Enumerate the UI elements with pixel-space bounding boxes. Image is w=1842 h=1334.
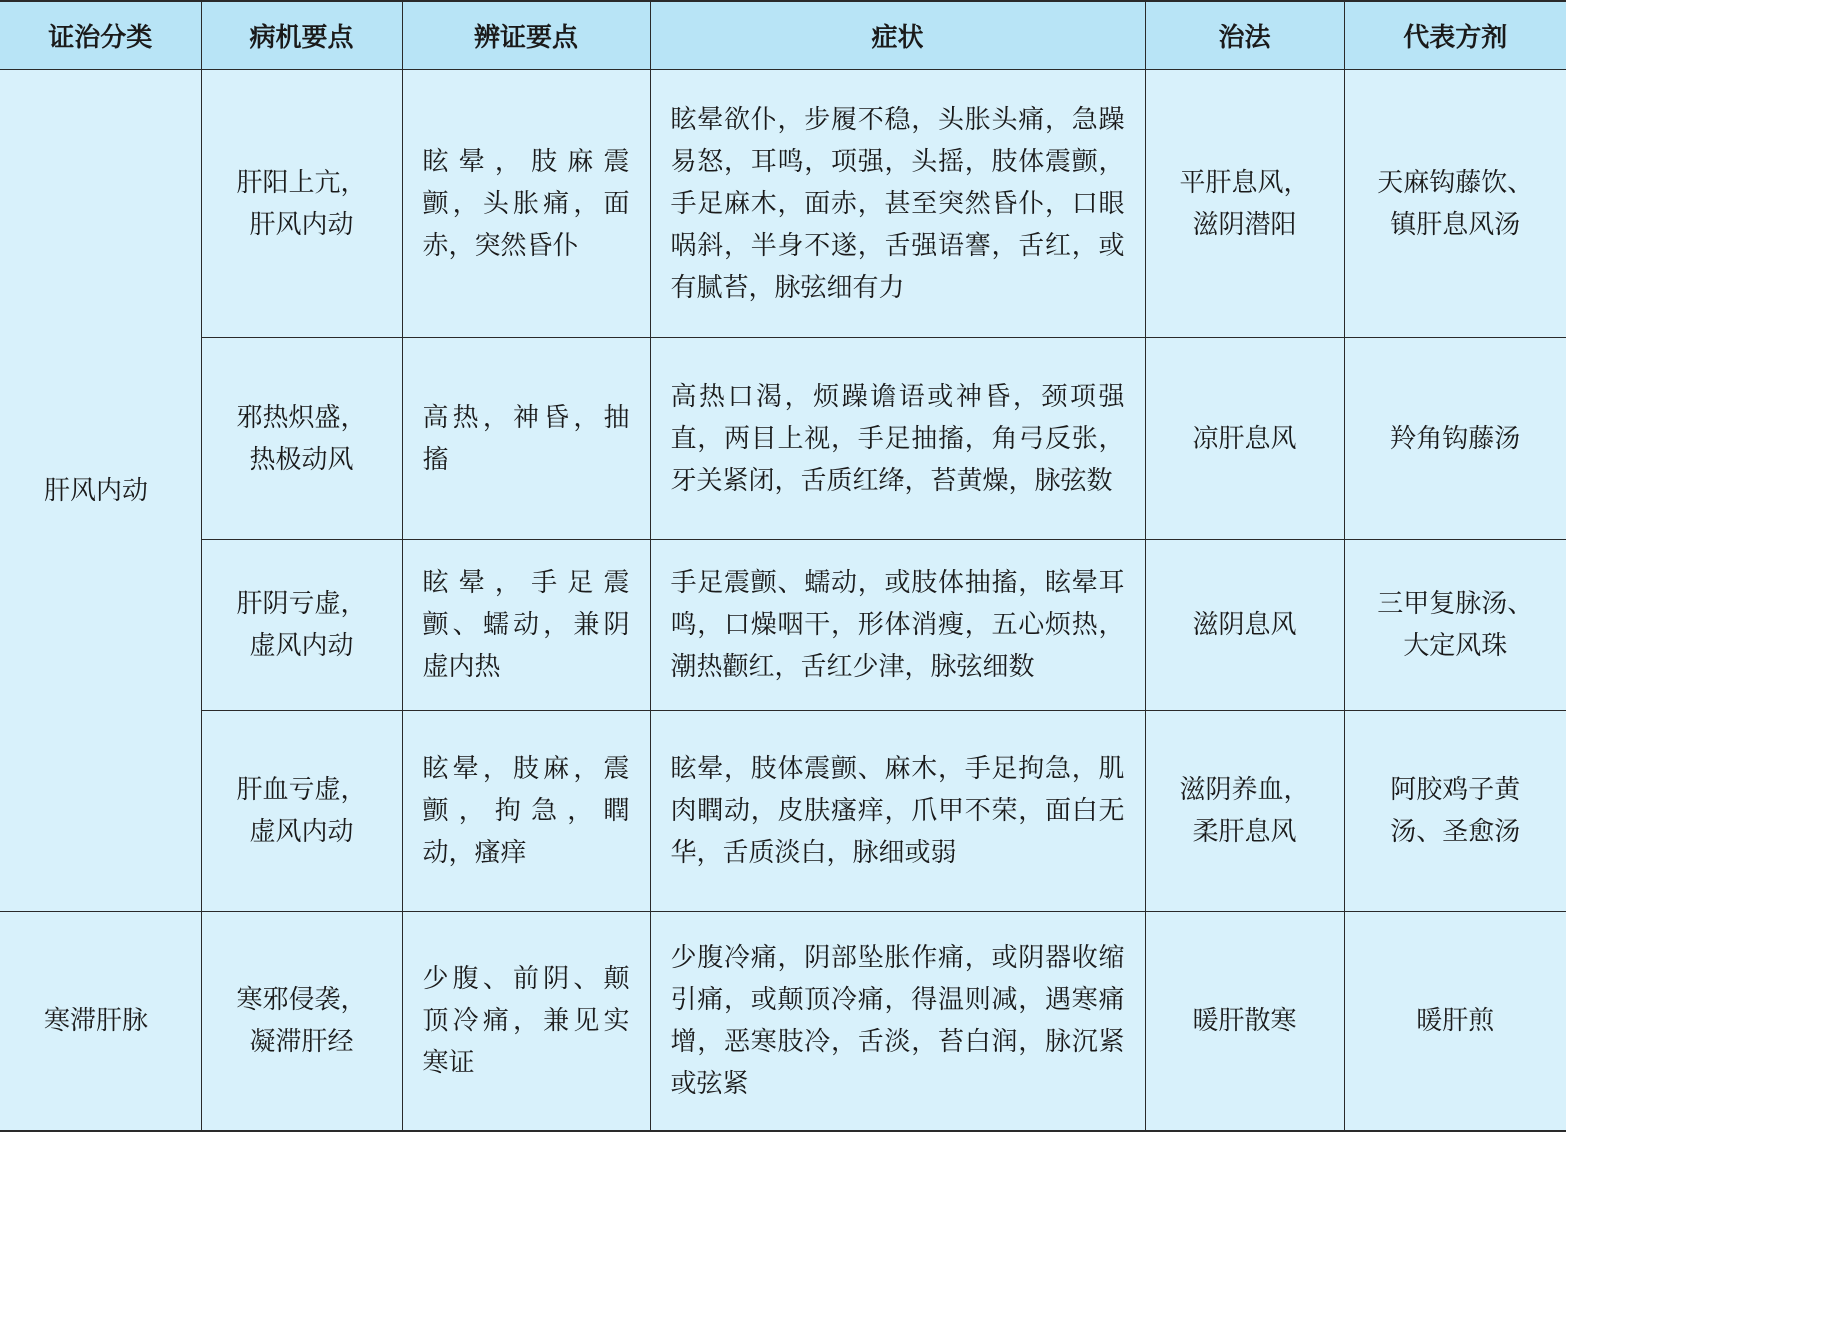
formula-cell: [1344, 338, 1566, 540]
header-key-points: 辨证要点: [402, 1, 650, 70]
formula-line: 天麻钩藤饮、: [1377, 167, 1534, 198]
pathogenesis-line: 肝风内动: [249, 209, 354, 240]
treatment-line: 凉肝息风: [1192, 423, 1297, 454]
key-points-cell: 眩晕，肢麻震颤，头胀痛，面赤，突然昏仆: [402, 70, 650, 338]
formula-line: 暖肝煎: [1416, 1006, 1495, 1036]
table-row: [0, 711, 1566, 912]
treatment-line: 滋阴息风: [1192, 610, 1297, 640]
table-row: [0, 70, 1566, 338]
formula-cell: [1344, 711, 1566, 912]
formula-line: 阿胶鸡子黄: [1390, 775, 1521, 805]
formula-cell: [1344, 912, 1566, 1132]
header-symptoms: 症状: [650, 1, 1145, 70]
treatment-cell: [1145, 540, 1344, 711]
pathogenesis-line: 虚风内动: [249, 817, 354, 847]
pathogenesis-cell: [201, 540, 402, 711]
category-cell: 寒滞肝脉: [0, 912, 201, 1132]
formula-line: 大定风珠: [1403, 631, 1508, 661]
pathogenesis-line: 虚风内动: [249, 631, 354, 661]
pathogenesis-line: 肝血亏虚，: [236, 775, 367, 805]
key-points-cell: 眩晕，手足震颤、蠕动，兼阴虚内热: [402, 540, 650, 711]
header-pathogenesis: 病机要点: [201, 1, 402, 70]
treatment-cell: [1145, 70, 1344, 338]
pathogenesis-line: 肝阴亏虚，: [236, 589, 367, 619]
formula-line: 三甲复脉汤、: [1377, 589, 1534, 619]
treatment-cell: [1145, 711, 1344, 912]
pathogenesis-cell: [201, 711, 402, 912]
category-cell: 肝风内动: [0, 70, 201, 912]
formula-line: 镇肝息风汤: [1390, 209, 1521, 240]
pathogenesis-line: 凝滞肝经: [249, 1027, 354, 1057]
key-points-cell: 眩晕，肢麻，震颤，拘急，瞤动，瘙痒: [402, 711, 650, 912]
symptoms-cell: 眩晕欲仆，步履不稳，头胀头痛，急躁易怒，耳鸣，项强，头摇，肢体震颤，手足麻木，面赤，甚至突然昏仆，口眼㖞斜，半身不遂，舌强语謇，舌红，或有腻苔，脉弦细有力: [650, 70, 1145, 338]
table-row: [0, 338, 1566, 540]
header-row: [0, 1, 1566, 70]
table-row: [0, 540, 1566, 711]
pathogenesis-line: 热极动风: [249, 444, 354, 475]
header-treatment: 治法: [1145, 1, 1344, 70]
treatment-cell: [1145, 912, 1344, 1132]
treatment-line: 平肝息风，: [1179, 167, 1310, 198]
treatment-line: 柔肝息风: [1192, 817, 1297, 847]
key-points-cell: 高热，神昏，抽搐: [402, 338, 650, 540]
pathogenesis-line: 寒邪侵袭，: [236, 985, 367, 1015]
treatment-line: 滋阴养血，: [1179, 775, 1310, 805]
table-row: [0, 912, 1566, 1132]
symptoms-cell: 高热口渴，烦躁谵语或神昏，颈项强直，两目上视，手足抽搐，角弓反张，牙关紧闭，舌质红绛，苔黄燥，脉弦数: [650, 338, 1145, 540]
key-points-cell: 少腹、前阴、颠顶冷痛，兼见实寒证: [402, 912, 650, 1132]
pathogenesis-line: 邪热炽盛，: [236, 402, 367, 433]
treatment-line: 暖肝散寒: [1192, 1006, 1297, 1036]
formula-cell: [1344, 540, 1566, 711]
treatment-line: 滋阴潜阳: [1192, 209, 1297, 240]
formula-cell: [1344, 70, 1566, 338]
formula-line: 汤、圣愈汤: [1390, 817, 1521, 847]
header-category: 证治分类: [0, 1, 201, 70]
treatment-cell: [1145, 338, 1344, 540]
symptoms-cell: 眩晕，肢体震颤、麻木，手足拘急，肌肉瞤动，皮肤瘙痒，爪甲不荣，面白无华，舌质淡白，脉细或弱: [650, 711, 1145, 912]
pathogenesis-cell: [201, 338, 402, 540]
pathogenesis-cell: [201, 912, 402, 1132]
symptoms-cell: 少腹冷痛，阴部坠胀作痛，或阴器收缩引痛，或颠顶冷痛，得温则减，遇寒痛增，恶寒肢冷，舌淡，苔白润，脉沉紧或弦紧: [650, 912, 1145, 1132]
pathogenesis-line: 肝阳上亢，: [236, 167, 367, 198]
pathogenesis-cell: [201, 70, 402, 338]
formula-line: 羚角钩藤汤: [1390, 423, 1521, 454]
header-formula: 代表方剂: [1344, 1, 1566, 70]
symptoms-cell: 手足震颤、蠕动，或肢体抽搐，眩晕耳鸣，口燥咽干，形体消瘦，五心烦热，潮热颧红，舌红少津，脉弦细数: [650, 540, 1145, 711]
